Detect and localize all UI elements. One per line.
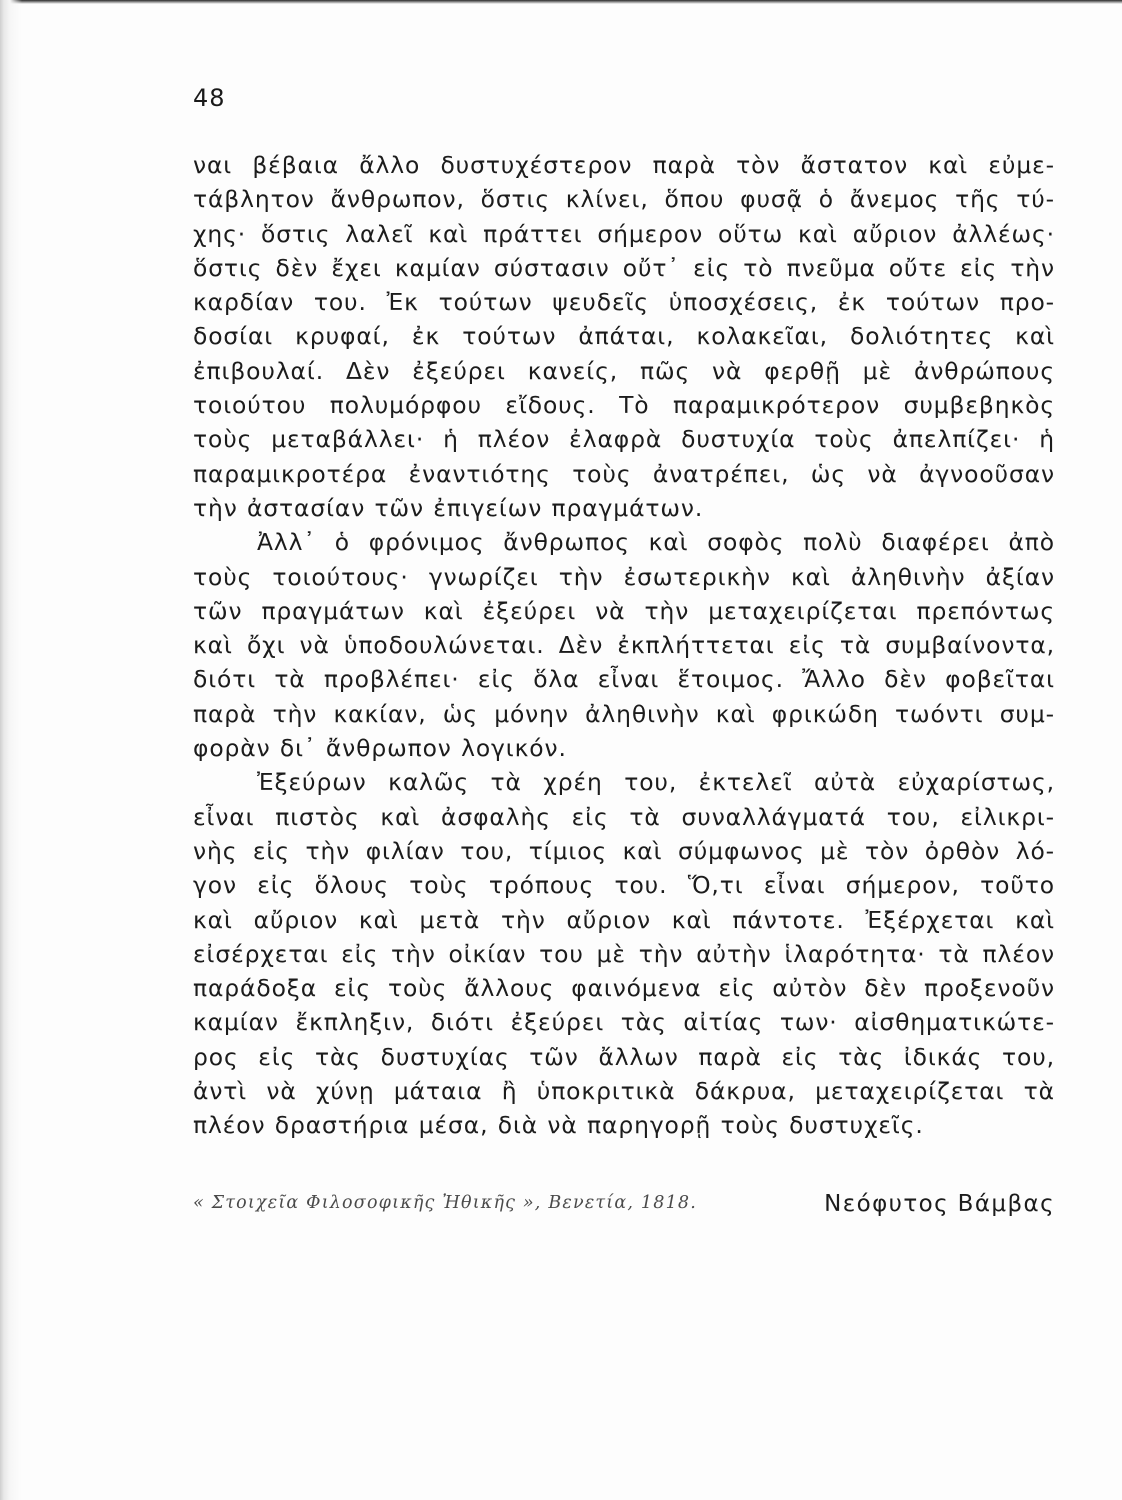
paragraph — [193, 525, 1055, 765]
text-line: τοὺς μεταβάλλει· ἡ πλέον ἐλαφρὰ δυστυχία τοὺς ἀπελπίζει· ἡ — [193, 425, 1055, 454]
text-line: Ἐξεύρων καλῶς τὰ χρέη του, ἐκτελεῖ αὐτὰ εὐχαρίστως, — [257, 768, 1055, 797]
text-line: πλέον δραστήρια μέσα, διὰ νὰ παρηγορῇ τοὺς δυστυχεῖς. — [193, 1111, 924, 1140]
footer — [193, 1193, 1055, 1227]
text-line: Ἀλλ᾽ ὁ φρόνιμος ἄνθρωπος καὶ σοφὸς πολὺ διαφέρει ἀπὸ — [257, 528, 1055, 557]
text-line: τῶν πραγμάτων καὶ ἐξεύρει νὰ τὴν μεταχειρίζεται πρεπόντως — [193, 596, 1055, 625]
text-line: φορὰν δι᾽ ἄνθρωπον λογικόν. — [193, 734, 567, 763]
text-line: ἀντὶ νὰ χύνῃ μάταια ἢ ὑποκριτικὰ δάκρυα, μεταχειρίζεται τὰ — [193, 1077, 1055, 1106]
text-line: παρὰ τὴν κακίαν, ὡς μόνην ἀληθινὴν καὶ φρικώδη τωόντι συμ- — [193, 699, 1055, 728]
text-line: εἶναι πιστὸς καὶ ἀσφαλὴς εἰς τὰ συναλλάγματά του, εἰλικρι- — [193, 802, 1055, 831]
text-line: τὴν ἀστασίαν τῶν ἐπιγείων πραγμάτων. — [193, 493, 704, 522]
text-line: εἰσέρχεται εἰς τὴν οἰκίαν του μὲ τὴν αὐτὴν ἱλαρότητα· τὰ πλέον — [193, 939, 1055, 968]
text-line: καρδίαν του. Ἐκ τούτων ψευδεῖς ὑποσχέσεις, ἐκ τούτων προ- — [193, 288, 1055, 317]
text-line: δοσίαι κρυφαί, ἐκ τούτων ἀπάται, κολακεῖαι, δολιότητες καὶ — [193, 322, 1055, 351]
paragraph — [193, 765, 1055, 1142]
source-citation: « Στοιχεῖα Φιλοσοφικῆς Ἠθικῆς », Βενετία, 1818. — [193, 1193, 697, 1213]
text-line: γον εἰς ὅλους τοὺς τρόπους του. Ὅ,τι εἶναι σήμερον, τοῦτο — [193, 871, 1055, 900]
page-number: 48 — [193, 84, 226, 112]
text-line: ἐπιβουλαί. Δὲν ἐξεύρει κανείς, πῶς νὰ φερθῇ μὲ ἀνθρώπους — [193, 356, 1055, 385]
text-line: παραμικροτέρα ἐναντιότης τοὺς ἀνατρέπει, ὡς νὰ ἀγνοοῦσαν — [193, 459, 1055, 488]
body-text — [193, 148, 1055, 1143]
author-name: Νεόφυτος Βάμβας — [824, 1191, 1055, 1217]
text-line: παράδοξα εἰς τοὺς ἄλλους φαινόμενα εἰς αὐτὸν δὲν προξενοῦν — [193, 974, 1055, 1003]
text-line: διότι τὰ προβλέπει· εἰς ὅλα εἶναι ἕτοιμος. Ἄλλο δὲν φοβεῖται — [193, 665, 1055, 694]
text-line: τοιούτου πολυμόρφου εἴδους. Τὸ παραμικρότερον συμβεβηκὸς — [193, 391, 1055, 420]
text-line: τοὺς τοιούτους· γνωρίζει τὴν ἐσωτερικὴν καὶ ἀληθινὴν ἀξίαν — [193, 562, 1055, 591]
text-line: ρος εἰς τὰς δυστυχίας τῶν ἄλλων παρὰ εἰς τὰς ἰδικάς του, — [193, 1042, 1055, 1071]
scan-edge-left — [0, 0, 22, 1500]
text-line: ὅστις δὲν ἔχει καμίαν σύστασιν οὔτ᾽ εἰς τὸ πνεῦμα οὔτε εἰς τὴν — [193, 253, 1055, 282]
text-line: νὴς εἰς τὴν φιλίαν του, τίμιος καὶ σύμφωνος μὲ τὸν ὀρθὸν λό- — [193, 836, 1055, 865]
scan-edge-top — [0, 0, 1122, 4]
paragraph — [193, 148, 1055, 525]
text-line: καμίαν ἔκπληξιν, διότι ἐξεύρει τὰς αἰτίας των· αἰσθηματικώτε- — [193, 1008, 1055, 1037]
text-line: ναι βέβαια ἄλλο δυστυχέστερον παρὰ τὸν ἄστατον καὶ εὐμε- — [193, 151, 1055, 179]
text-line: τάβλητον ἄνθρωπον, ὅστις κλίνει, ὅπου φυσᾷ ὁ ἄνεμος τῆς τύ- — [193, 185, 1055, 214]
text-line: χης· ὅστις λαλεῖ καὶ πράττει σήμερον οὕτω καὶ αὔριον ἀλλέως· — [193, 219, 1055, 248]
text-line: καὶ αὔριον καὶ μετὰ τὴν αὔριον καὶ πάντοτε. Ἐξέρχεται καὶ — [193, 905, 1055, 934]
text-line: καὶ ὄχι νὰ ὑποδουλώνεται. Δὲν ἐκπλήττεται εἰς τὰ συμβαίνοντα, — [193, 631, 1055, 660]
